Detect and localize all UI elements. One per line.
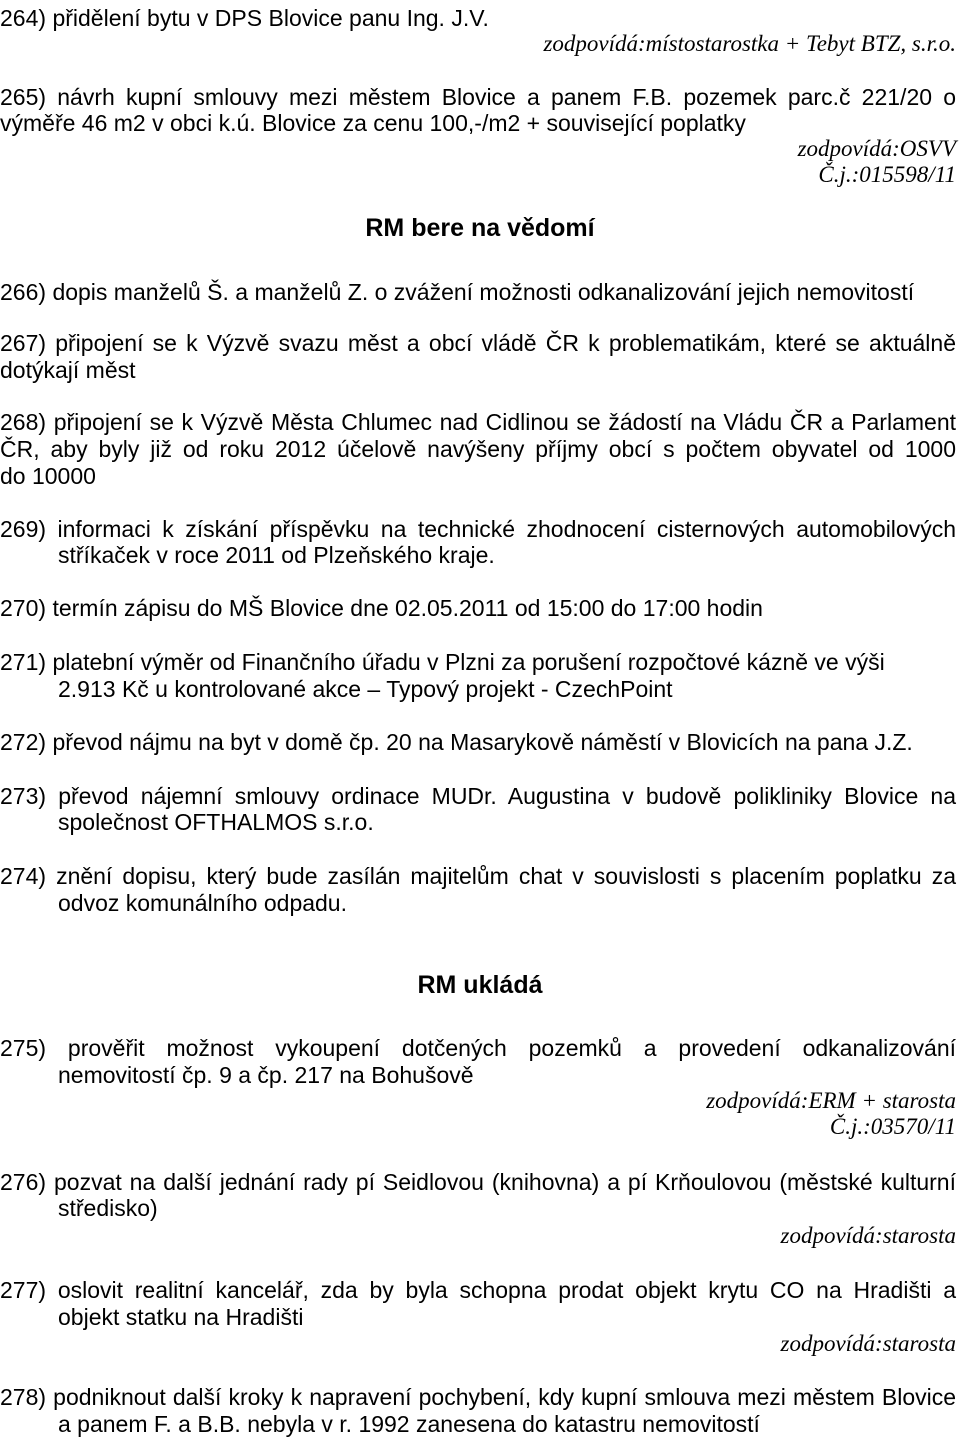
item-text-continuation: ČR, aby byly již od roku 2012 účelově navýšeny příjmy obcí s počtem obyvatel od 1000: [0, 436, 956, 462]
item-text-continuation: 2.913 Kč u kontrolované akce – Typový projekt - CzechPoint: [58, 676, 673, 702]
item-text: znění dopisu, který bude zasílán majitelům chat v souvislosti s placením poplatku za: [56, 863, 956, 889]
item-text: převod nájmu na byt v domě čp. 20 na Masarykově náměstí v Blovicích na pana J.Z.: [52, 729, 913, 755]
item-text-continuation: objekt statku na Hradišti: [58, 1304, 304, 1330]
item-text-continuation: společnost OFTHALMOS s.r.o.: [58, 809, 374, 835]
item-270: [0, 595, 956, 621]
item-text: prověřit možnost vykoupení dotčených pozemků a provedení odkanalizování: [67, 1035, 957, 1061]
item-273: [0, 783, 956, 809]
item-text: oslovit realitní kancelář, zda by byla schopna prodat objekt krytu CO na Hradišti a: [57, 1277, 957, 1303]
item-text-continuation: dotýkají měst: [0, 357, 136, 383]
item-text: převod nájemní smlouvy ordinace MUDr. Augustina v budově polikliniky Blovice na: [58, 783, 957, 809]
item-268: [0, 409, 956, 435]
item-number: 277): [0, 1277, 47, 1303]
reference-number: Č.j.:03570/11: [829, 1114, 956, 1139]
item-text: návrh kupní smlouvy mezi městem Blovice a panem F.B. pozemek parc.č 221/20 o: [57, 84, 957, 110]
item-number: 268): [0, 409, 47, 435]
item-text: dopis manželů Š. a manželů Z. o zvážení možnosti odkanalizování jejich nemovitostí: [52, 279, 915, 305]
item-text: termín zápisu do MŠ Blovice dne 02.05.2011 od 15:00 do 17:00 hodin: [52, 595, 763, 621]
responsible-note: zodpovídá:ERM + starosta: [706, 1088, 956, 1113]
item-text: přidělení bytu v DPS Blovice panu Ing. J.V.: [52, 5, 489, 31]
item-278: [0, 1384, 956, 1410]
item-text-continuation: a panem F. a B.B. nebyla v r. 1992 zanesena do katastru nemovitostí: [58, 1411, 760, 1437]
item-269: [0, 516, 956, 542]
item-number: 272): [0, 729, 47, 755]
item-text-continuation: nemovitostí čp. 9 a čp. 217 na Bohušově: [58, 1062, 474, 1088]
item-text: informaci k získání příspěvku na technické zhodnocení cisternových automobilových: [57, 516, 957, 542]
item-text-continuation: středisko): [58, 1195, 158, 1221]
item-265: [0, 84, 956, 110]
item-277: [0, 1277, 956, 1303]
item-276: [0, 1169, 956, 1195]
responsible-note: zodpovídá:místostarostka + Tebyt BTZ, s.r.o.: [543, 31, 956, 56]
item-number: 265): [0, 84, 47, 110]
item-text: podniknout další kroky k napravení pochybení, kdy kupní smlouva mezi městem Blovice: [53, 1384, 957, 1410]
item-number: 271): [0, 649, 47, 675]
item-text: připojení se k Výzvě Města Chlumec nad Cidlinou se žádostí na Vládu ČR a Parlament: [53, 409, 957, 435]
item-number: 269): [0, 516, 47, 542]
item-number: 276): [0, 1169, 47, 1195]
item-266: [0, 279, 956, 305]
item-text-continuation: do 10000: [0, 463, 96, 489]
item-text: platební výměr od Finančního úřadu v Plzni za porušení rozpočtové kázně ve výši: [52, 649, 885, 675]
section-heading: RM bere na vědomí: [365, 214, 595, 242]
section-heading: RM ukládá: [417, 971, 543, 999]
item-number: 275): [0, 1035, 47, 1061]
item-267: [0, 330, 956, 356]
item-271: [0, 649, 956, 675]
item-272: [0, 729, 956, 755]
item-number: 266): [0, 279, 47, 305]
item-text: pozvat na další jednání rady pí Seidlovou (knihovna) a pí Krňoulovou (městské kulturní: [53, 1169, 956, 1195]
reference-number: Č.j.:015598/11: [818, 162, 956, 187]
item-number: 264): [0, 5, 47, 31]
responsible-note: zodpovídá:starosta: [780, 1223, 956, 1248]
item-264: [0, 5, 956, 31]
item-text-continuation: výměře 46 m2 v obci k.ú. Blovice za cenu 100,-/m2 + související poplatky: [0, 110, 746, 136]
item-text-continuation: stříkaček v roce 2011 od Plzeňského kraje.: [58, 542, 495, 568]
item-number: 274): [0, 863, 47, 889]
item-text: připojení se k Výzvě svazu měst a obcí vládě ČR k problematikám, které se aktuálně: [55, 330, 956, 356]
item-number: 278): [0, 1384, 47, 1410]
item-number: 270): [0, 595, 47, 621]
responsible-note: zodpovídá:starosta: [780, 1331, 956, 1356]
responsible-note: zodpovídá:OSVV: [797, 136, 956, 161]
item-text-continuation: odvoz komunálního odpadu.: [58, 890, 347, 916]
item-number: 267): [0, 330, 47, 356]
item-275: [0, 1035, 956, 1061]
item-274: [0, 863, 956, 889]
item-number: 273): [0, 783, 47, 809]
